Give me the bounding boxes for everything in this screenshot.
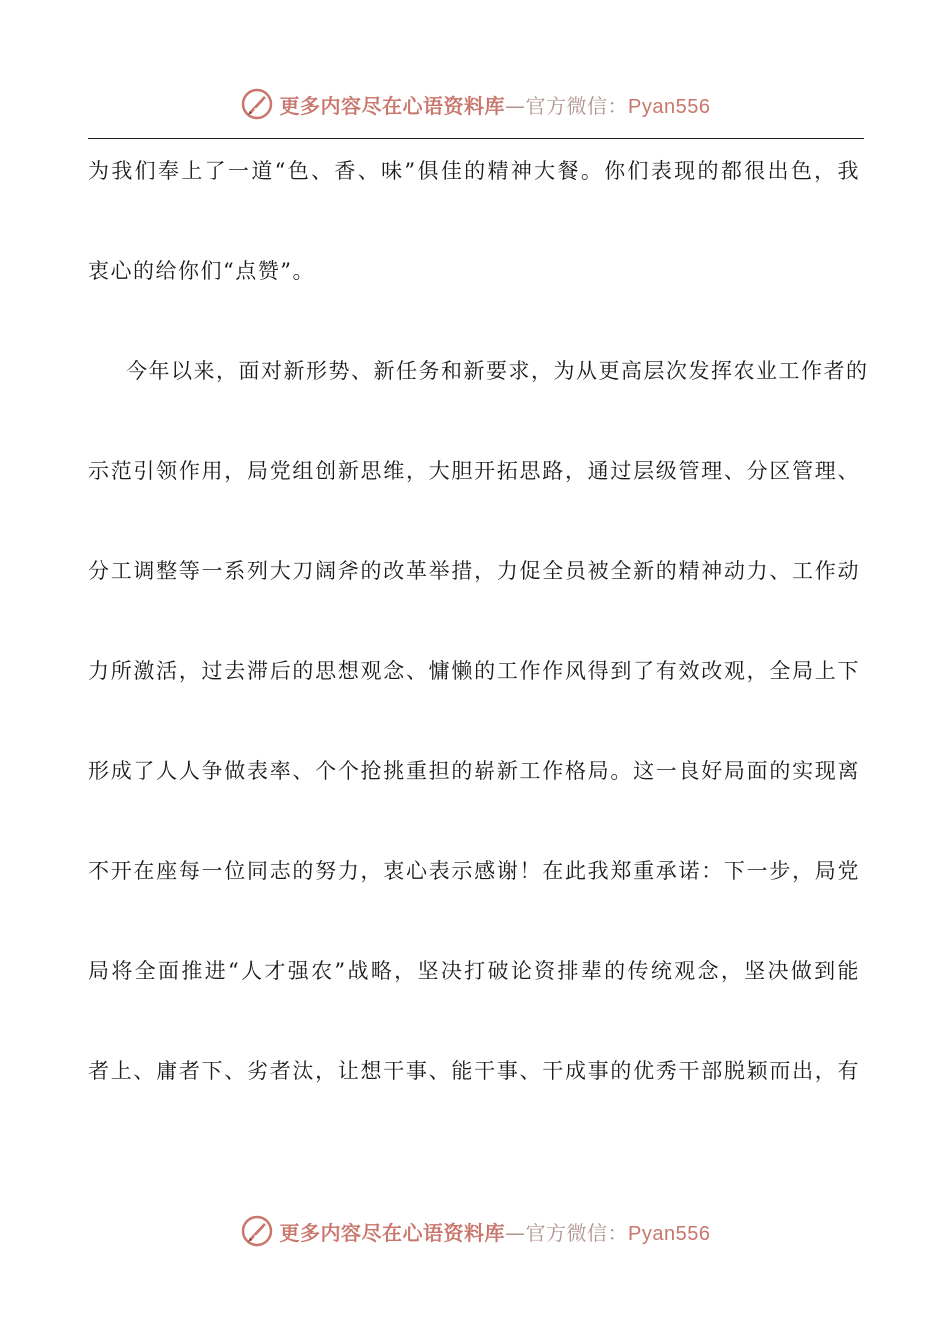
footer-separator: — xyxy=(505,1220,526,1245)
body-line: 今年以来，面对新形势、新任务和新要求，为从更高层次发挥农业工作者的 xyxy=(126,359,869,383)
body-line: 为我们奉上了一道“色、香、味”俱佳的精神大餐。你们表现的都很出色，我 xyxy=(88,159,860,183)
header-separator: — xyxy=(505,93,526,118)
quill-logo-icon xyxy=(240,1214,274,1248)
footer-banner xyxy=(0,1211,950,1251)
body-line: 示范引领作用，局党组创新思维，大胆开拓思路，通过层级管理、分区管理、 xyxy=(88,459,860,483)
quill-logo-icon xyxy=(240,87,274,121)
header-wechat-label: 官方微信： xyxy=(525,93,629,118)
header-wechat-id: Pyan556 xyxy=(628,95,711,118)
header-brand-text: 更多内容尽在心语资料库 xyxy=(279,93,506,118)
body-line: 形成了人人争做表率、个个抢挑重担的崭新工作格局。这一良好局面的实现离 xyxy=(88,759,860,783)
body-line: 衷心的给你们“点赞”。 xyxy=(88,259,315,283)
footer-wechat-label: 官方微信： xyxy=(525,1220,629,1245)
footer-wechat-id: Pyan556 xyxy=(628,1222,711,1245)
body-line: 不开在座每一位同志的努力，衷心表示感谢！在此我郑重承诺：下一步，局党 xyxy=(88,859,860,883)
document-body xyxy=(88,150,869,1150)
header-banner xyxy=(0,84,950,124)
body-line: 分工调整等一系列大刀阔斧的改革举措，力促全员被全新的精神动力、工作动 xyxy=(88,559,860,583)
footer-brand-text: 更多内容尽在心语资料库 xyxy=(279,1220,506,1245)
body-line: 者上、庸者下、劣者汰，让想干事、能干事、干成事的优秀干部脱颖而出，有 xyxy=(88,1059,860,1083)
header-rule xyxy=(88,138,864,139)
footer-brand xyxy=(280,1217,711,1246)
body-line: 局将全面推进“人才强农”战略，坚决打破论资排辈的传统观念，坚决做到能 xyxy=(88,959,860,983)
header-brand xyxy=(280,90,711,119)
body-line: 力所激活，过去滞后的思想观念、慵懒的工作作风得到了有效改观，全局上下 xyxy=(88,659,860,683)
